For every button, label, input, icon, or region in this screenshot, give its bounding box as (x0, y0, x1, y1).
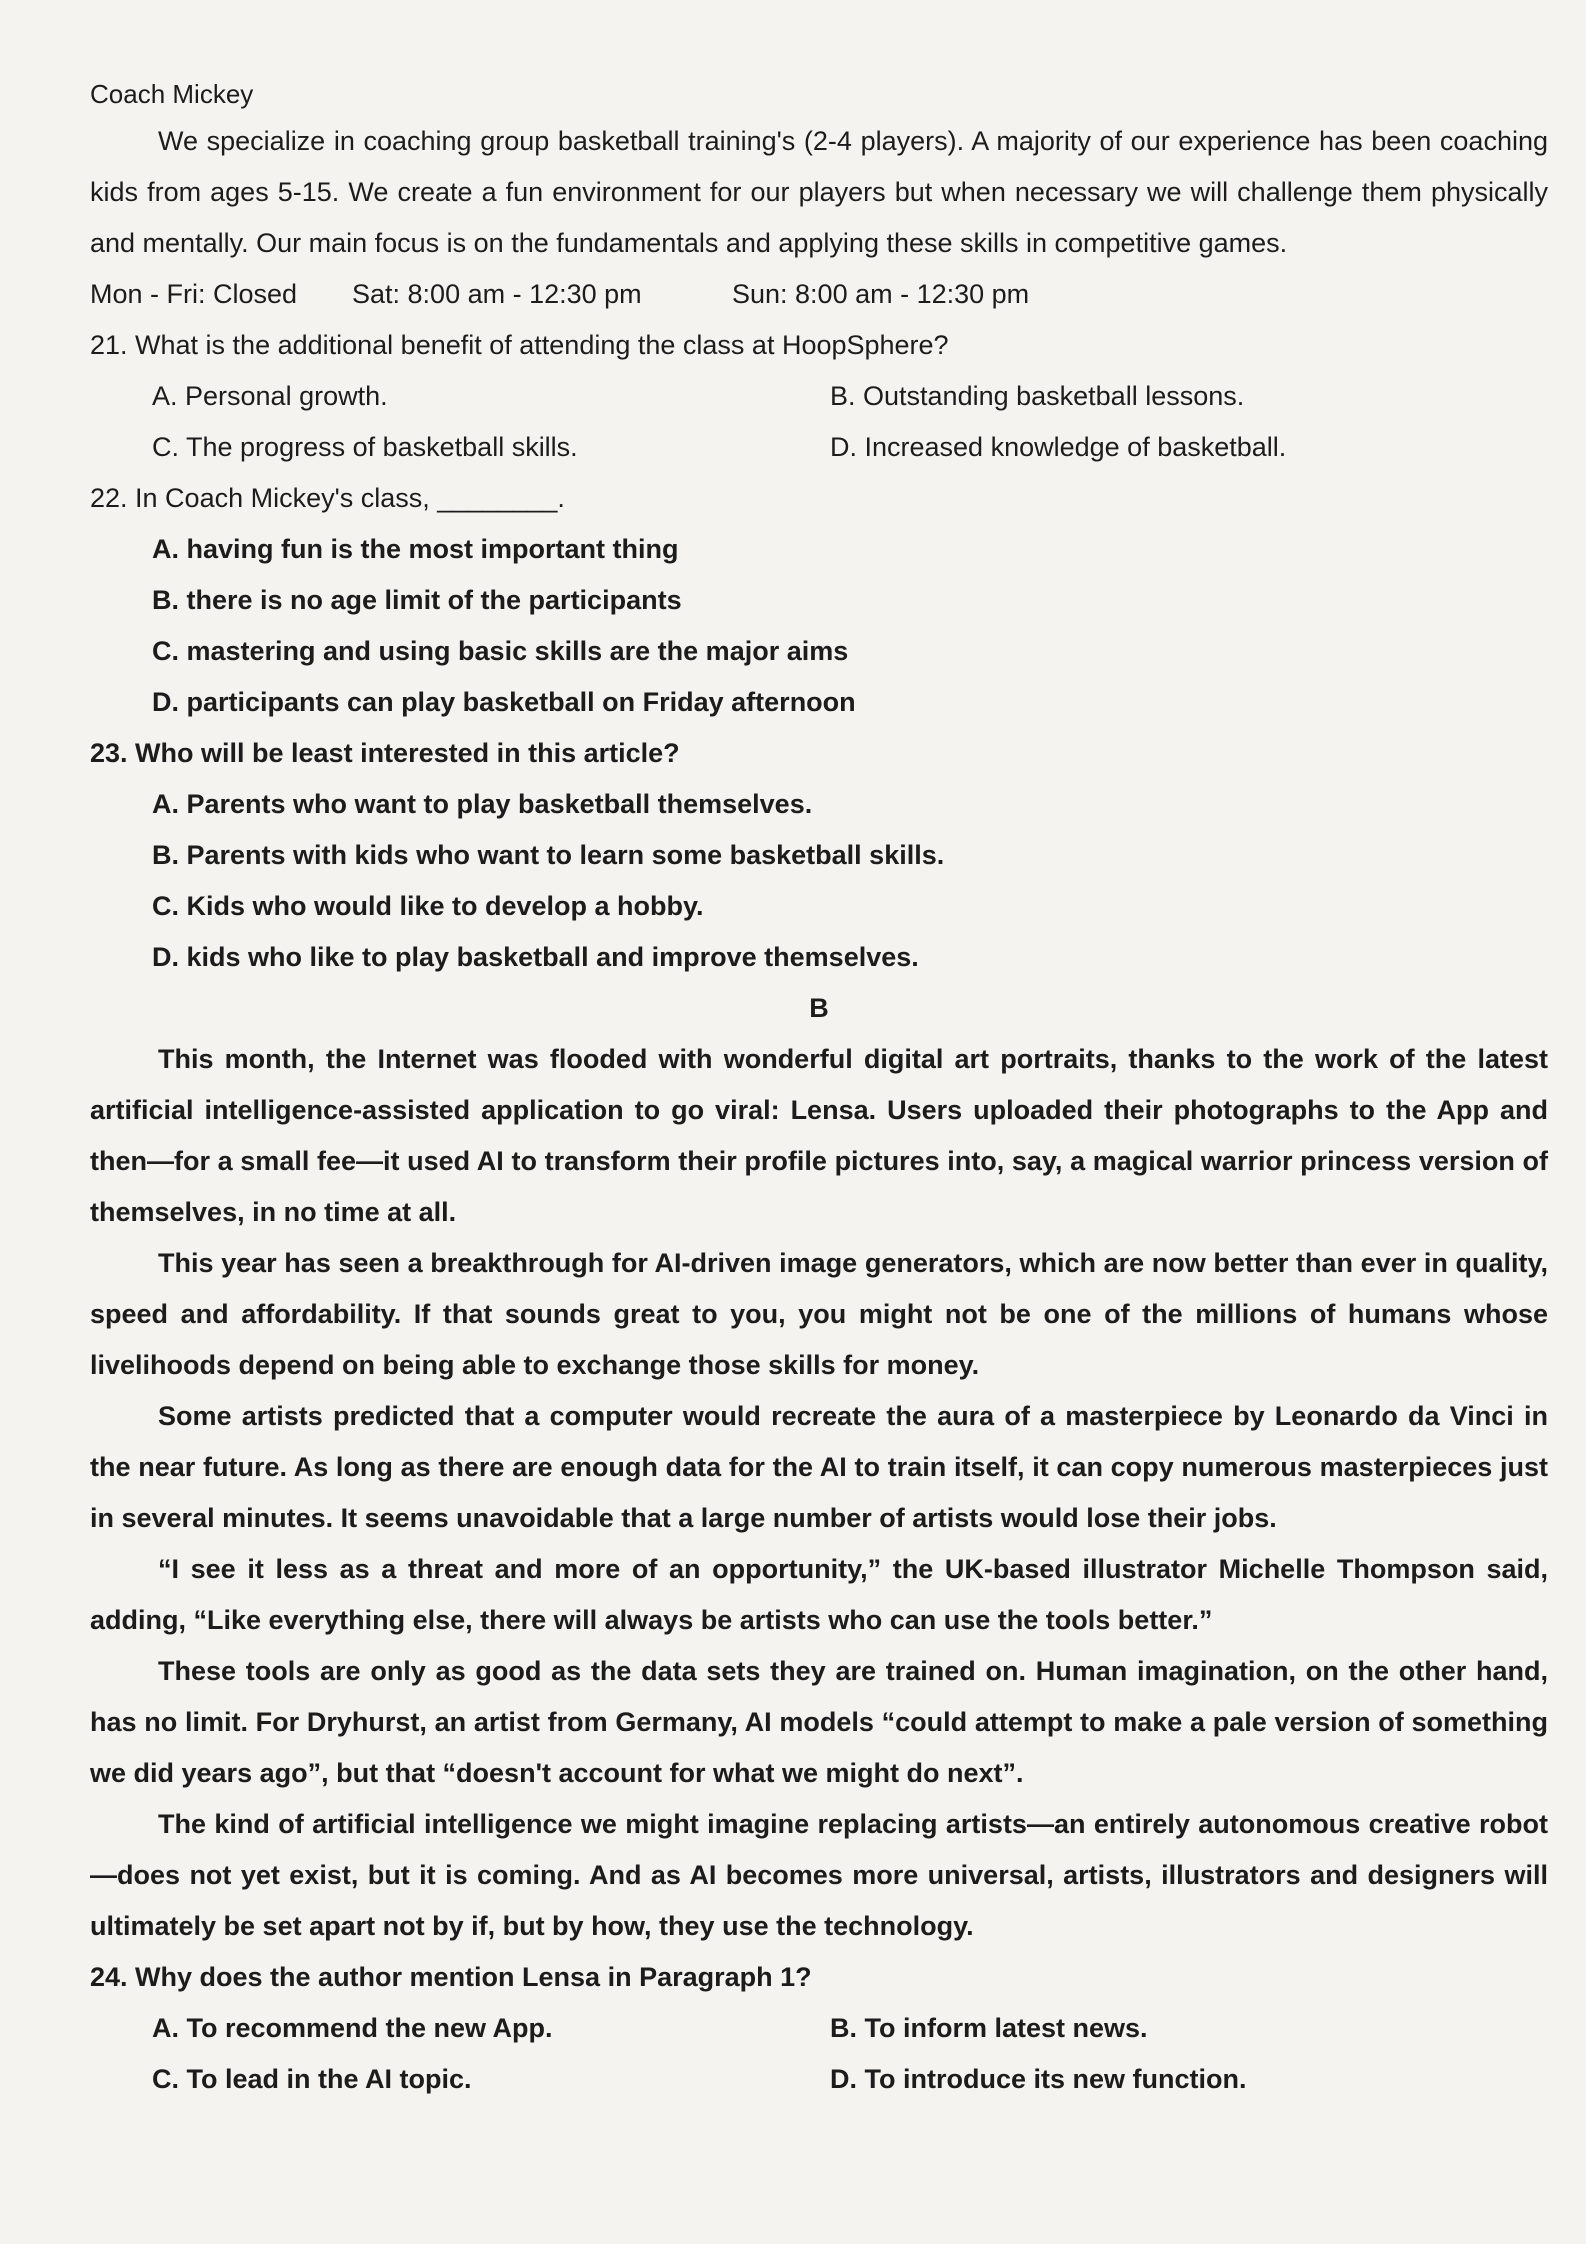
option-c: C. The progress of basketball skills. (152, 432, 578, 462)
option-b: B. To inform latest news. (830, 2013, 1148, 2043)
question-24-stem: 24. Why does the author mention Lensa in Paragraph 1? (90, 1962, 812, 1992)
option-d: D. To introduce its new function. (830, 2064, 1247, 2094)
passage-a-title: Coach Mickey (90, 79, 254, 109)
question-23-stem: 23. Who will be least interested in this article? (90, 738, 680, 768)
option-d: D. participants can play basketball on Friday afternoon (152, 687, 856, 717)
hours-saturday: Sat: 8:00 am - 12:30 pm (352, 279, 642, 309)
hours-weekdays: Mon - Fri: Closed (90, 279, 298, 309)
option-d: D. kids who like to play basketball and improve themselves. (152, 942, 919, 972)
option-c: C. mastering and using basic skills are the major aims (152, 636, 849, 666)
passage-a-body: We specialize in coaching group basketball training's (2-4 players). A majority of our experience has been coaching kids from ages 5-15. We create a fun environment for our players but when necessary we will challenge them physically and mentally. Our main focus is on the fundamentals and applying these skills in competitive games. (90, 126, 1548, 258)
option-a: A. Parents who want to play basketball themselves. (152, 789, 813, 819)
option-a: A. having fun is the most important thing (152, 534, 679, 564)
passage-b-paragraph-1: This month, the Internet was flooded with wonderful digital art portraits, thanks to the work of the latest artificial intelligence-assisted application to go viral: Lensa. Users uploaded their photographs to the App and then—for a small fee—it used AI to transform their profile pictures into, say, a magical warrior princess version of themselves, in no time at all. (90, 1044, 1548, 1227)
passage-b-paragraph-6: The kind of artificial intelligence we might imagine replacing artists—an entirely autonomous creative robot—does not yet exist, but it is coming. And as AI becomes more universal, artists, illustrators and designers will ultimately be set apart not by if, but by how, they use the technology. (90, 1809, 1548, 1941)
opening-hours (90, 269, 1546, 320)
option-b: B. Outstanding basketball lessons. (830, 381, 1245, 411)
passage-b-paragraph-5: These tools are only as good as the data sets they are trained on. Human imagination, on the other hand, has no limit. For Dryhurst, an artist from Germany, AI models “could attempt to make a pale version of something we did years ago”, but that “doesn't account for what we might do next”. (90, 1656, 1548, 1788)
option-c: C. Kids who would like to develop a hobby. (152, 891, 704, 921)
option-a: A. To recommend the new App. (152, 2013, 553, 2043)
option-a: A. Personal growth. (152, 381, 388, 411)
question-21-options-row-2 (90, 422, 1546, 473)
question-24-options-row-1 (90, 2003, 1546, 2054)
question-22-stem: 22. In Coach Mickey's class, ________. (90, 483, 565, 513)
passage-b-label: B (809, 993, 829, 1023)
option-c: C. To lead in the AI topic. (152, 2064, 472, 2094)
option-b: B. there is no age limit of the participants (152, 585, 682, 615)
question-24-options-row-2 (90, 2054, 1546, 2105)
question-21-options-row-1 (90, 371, 1546, 422)
option-d: D. Increased knowledge of basketball. (830, 432, 1287, 462)
hours-sunday: Sun: 8:00 am - 12:30 pm (732, 279, 1030, 309)
passage-b-paragraph-4: “I see it less as a threat and more of an opportunity,” the UK-based illustrator Michelle Thompson said, adding, “Like everything else, there will always be artists who can use the tools better.” (90, 1554, 1548, 1635)
question-21-stem: 21. What is the additional benefit of attending the class at HoopSphere? (90, 330, 949, 360)
option-b: B. Parents with kids who want to learn some basketball skills. (152, 840, 945, 870)
passage-b-paragraph-2: This year has seen a breakthrough for AI-driven image generators, which are now better than ever in quality, speed and affordability. If that sounds great to you, you might not be one of the millions of humans whose livelihoods depend on being able to exchange those skills for money. (90, 1248, 1548, 1380)
passage-b-paragraph-3: Some artists predicted that a computer would recreate the aura of a masterpiece by Leonardo da Vinci in the near future. As long as there are enough data for the AI to train itself, it can copy numerous masterpieces just in several minutes. It seems unavoidable that a large number of artists would lose their jobs. (90, 1401, 1548, 1533)
